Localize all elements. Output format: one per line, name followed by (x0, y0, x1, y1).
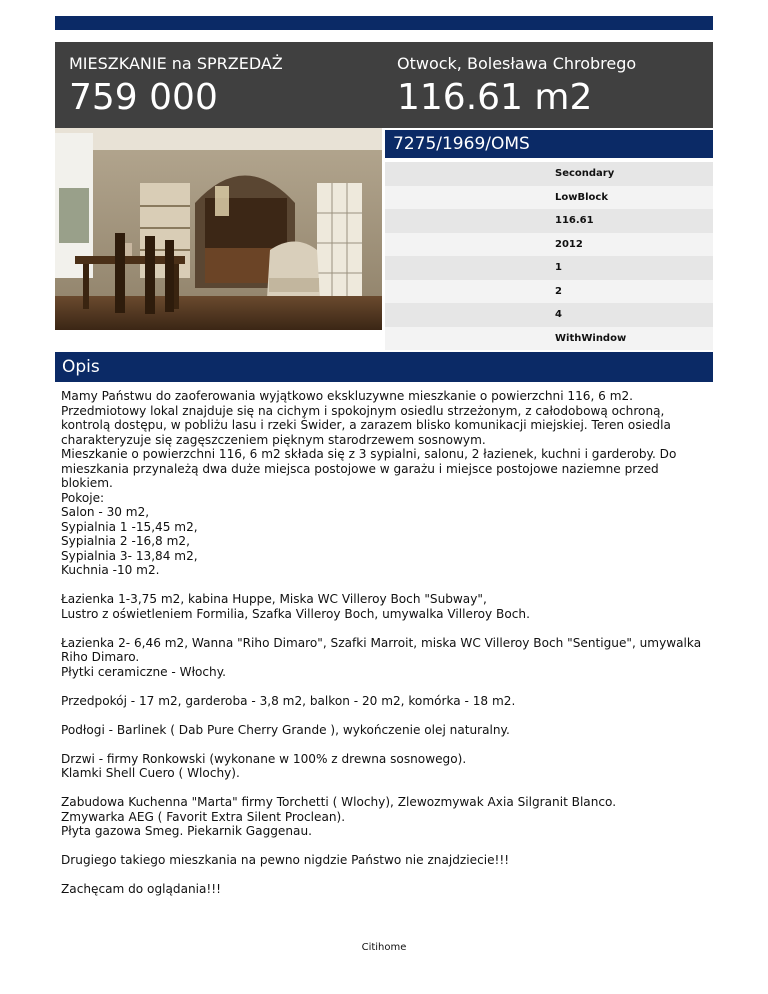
description-paragraph: Przedpokój - 17 m2, garderoba - 3,8 m2, balkon - 20 m2, komórka - 18 m2. (61, 693, 516, 708)
description-paragraph: Drzwi - firmy Ronkowski (wykonane w 100% z drewna sosnowego). Klamki Shell Cuero ( Wlochy). (61, 751, 467, 780)
attribute-row: LowBlock (385, 186, 713, 210)
section-title: Opis (55, 352, 713, 382)
listing-header (55, 42, 713, 128)
location: Otwock, Bolesława Chrobrego (397, 54, 637, 73)
description-paragraph: Drugiego takiego mieszkania na pewno nigdzie Państwo nie znajdziecie!!! (61, 853, 510, 867)
description-paragraph: Zabudowa Kuchenna "Marta" firmy Torchetti ( Wlochy), Zlewozmywak Axia Silgranit Blanco. Zmywarka AEG ( Favorit Extra Silent Proclean). Płyta gazowa Smeg. Piekarnik Gaggenau. (61, 795, 617, 838)
listing-id: 7275/1969/OMS (385, 130, 713, 158)
description-paragraph: Łazienka 2- 6,46 m2, Wanna "Riho Dimaro", Szafki Marroit, miska WC Villeroy Boch "Sentigue", umywalka Riho Dimaro. Płytki ceramiczne - Włochy. (61, 635, 702, 679)
attribute-row: 1 (385, 256, 713, 280)
area: 116.61 m2 (397, 77, 593, 118)
attribute-row: 2012 (385, 233, 713, 257)
description-paragraph: Zachęcam do oglądania!!! (61, 882, 221, 896)
header-left (69, 54, 283, 118)
description (61, 389, 713, 897)
description-paragraph: Łazienka 1-3,75 m2, kabina Huppe, Miska WC Villeroy Boch "Subway", Lustro z oświetleniem Formilia, Szafka Villeroy Boch, umywalka Villeroy Boch. (61, 592, 530, 621)
attribute-row: 116.61 (385, 209, 713, 233)
top-accent-bar (55, 16, 713, 30)
attribute-row: Secondary (385, 162, 713, 186)
attributes-list (385, 162, 713, 350)
description-paragraph: Mamy Państwu do zaoferowania wyjątkowo ekskluzywne mieszkanie o powierzchni 116, 6 m2. Przedmiotowy lokal znajduje się na cichym i spokojnym osiedlu strzeżonym, z całodobową ochroną, kontrolą dostępu, w pobliżu lasu i rzeki Świder, a zarazem blisko komunikacji miejskiej. Teren osiedla charakteryzuje się zagęszczeniem pięknym starodrzewem sosnowym. Mieszkanie o powierzchni 116, 6 m2 składa się z 3 sypialni, salonu, 2 łazienek, kuchni i garderoby. Do mieszkania przynależą dwa duże miejsca postojowe w garażu i miejsce postojowe naziemne przed blokiem. Pokoje: Salon - 30 m2, Sypialnia 1 -15,45 m2, Sypialnia 2 -16,8 m2, Sypialnia 3- 13,84 m2, Kuchnia -10 m2. (61, 389, 677, 577)
property-photo (55, 128, 382, 330)
attribute-row: WithWindow (385, 327, 713, 351)
attribute-row: 4 (385, 303, 713, 327)
footer-agency: Citihome (361, 942, 407, 953)
attribute-row: 2 (385, 280, 713, 304)
header-right (397, 54, 636, 118)
offer-type: MIESZKANIE na SPRZEDAŻ (69, 54, 283, 73)
description-paragraph: Podłogi - Barlinek ( Dab Pure Cherry Grande ), wykończenie olej naturalny. (61, 722, 510, 737)
price: 759 000 (69, 77, 218, 118)
